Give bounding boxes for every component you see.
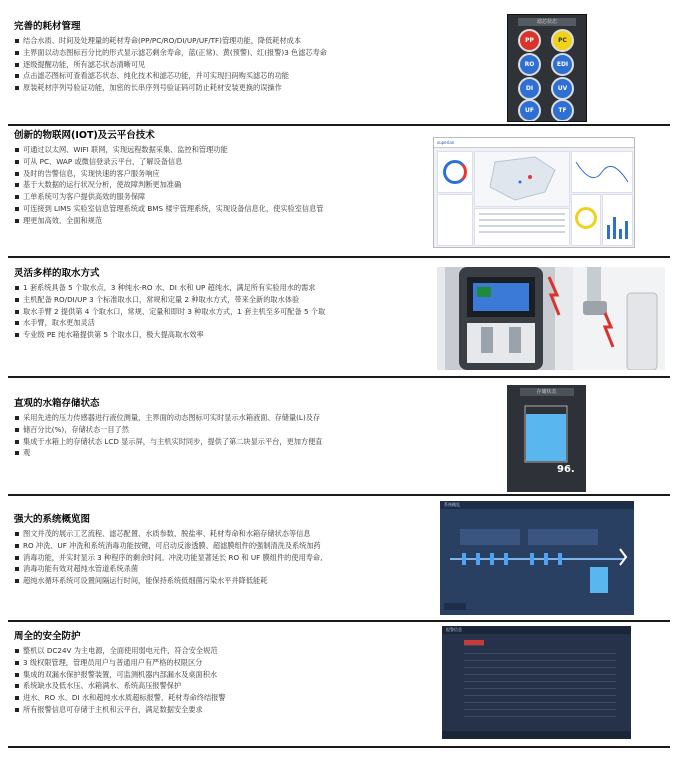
table-row [464,690,616,696]
screen-header: 滤芯状态 [518,18,576,26]
feature-item: 3 级权限管理，管理员用户与普通用户有严格的权限区分 [14,657,424,669]
feature-item: 进水、RO 水、DI 水和超纯水水质超标报警、耗材寿命终结报警 [14,692,424,704]
screen-header: 存储状态 [520,388,574,396]
feature-item: 主机配备 RO/DI/UP 3 个标准取水口，常规和定量 2 种取水方式，带来全新的取水体验 [14,294,424,306]
table-row [464,655,616,661]
feature-item: 结合水质、时间及处理量的耗材寿命(PP/PC/RO/DI/UP/UF/TF)管理功能，降低耗材成本 [14,35,424,47]
table-row [464,648,616,654]
map-shape [475,152,569,206]
feature-item: 集成的双漏水保护报警装置，可监测机器内部漏水及桌面积水 [14,669,424,681]
section-title: 完善的耗材管理 [14,21,81,32]
machine-illustration [437,267,665,370]
section-title: 周全的安全防护 [14,631,81,642]
tank-percent: 96. [557,464,575,475]
section-consumables [14,20,424,94]
feature-item: 专业级 PE 纯水箱提供第 5 个取水口，极大提高取水效率 [14,329,424,341]
feature-item: 超纯水循环系统可设置间隔运行时间，能保持系统低细菌污染水平并降低能耗 [14,575,424,587]
filter-badge-edi: EDI [551,53,574,76]
section-divider [8,494,670,496]
filter-badge-ro: RO [518,53,541,76]
section-safety [14,630,424,716]
feature-item: 逐级提醒功能，所有滤芯状态清晰可见 [14,59,424,71]
feature-item: 系统缺水及低水压、水箱满水、系统高压报警保护 [14,680,424,692]
section-iot [14,129,424,227]
section-divider [8,746,670,748]
tank-graphic [507,396,586,492]
feature-list [14,282,424,341]
system-overview-screen [440,501,634,615]
filter-badge-pc: PC [551,29,574,52]
feature-item: 采用先进的压力传感器进行液位测量，主界面的动态图标可实时显示水箱液面、存储量(L)及存 [14,412,424,424]
section-water-dispensing [14,267,424,341]
feature-item: 观 [14,447,424,459]
section-title: 直观的水箱存储状态 [14,398,100,409]
feature-item: 所有报警信息可存储于主机和云平台，满足数据安全要求 [14,704,424,716]
feature-item: 1 套系统具备 5 个取水点，3 种纯水-RO 水、DI 水和 UP 超纯水，满足所有实验用水的需求 [14,282,424,294]
section-system-overview [14,513,424,587]
chart-panel [571,151,633,193]
feature-item: 可从 PC、WAP 或微信登录云平台，了解设备信息 [14,156,424,168]
feature-item: 取水手臂 2 提供第 4 个取水口，常规、定量和即时 3 种取水方式，1 套主机至多可配备 5 个取 [14,306,424,318]
section-title: 创新的物联网(IOT)及云平台技术 [14,130,155,141]
feature-list [14,35,424,94]
filter-badge-pp: PP [518,29,541,52]
consumables-screen [507,14,587,122]
feature-item: 图文并茂的展示工艺流程、滤芯配置、水质参数、脱盐率、耗材寿命和水箱存储状态等信息 [14,528,424,540]
section-divider [8,376,670,378]
screen-title: 系统概览 [440,501,634,509]
bar-chart-icon [603,195,632,245]
iot-dashboard-screenshot [433,137,635,248]
feature-item: 主界面以动态图标百分比的形式显示滤芯剩余寿命，蓝(正常)、黄(预警)、红(报警)3 色滤芯寿命 [14,47,424,59]
feature-list [14,645,424,716]
feature-list [14,528,424,587]
gauge-panel [571,194,601,246]
alarm-tab-badge [464,640,484,646]
table-row [464,711,616,717]
tank-status-screen [507,385,586,492]
process-flow-diagram [440,509,634,615]
feature-item: 消毒功能有效对超纯水管道系统杀菌 [14,563,424,575]
filter-badge-uf: UF [518,99,541,122]
feature-item: 可通过以太网、WIFI 联网，实现远程数据采集、监控和管理功能 [14,144,424,156]
feature-item: 可连接到 LIMS 实验室信息管理系统或 BMS 楼宇管理系统，实现设备信息化，使实验室信息管 [14,203,424,215]
section-divider [8,620,670,622]
section-divider [8,256,670,258]
feature-item: 集成于水箱上的存储状态 LCD 显示屏，与主机实时同步，提供了第二块显示平台，更加方便直 [14,436,424,448]
table-row [464,662,616,668]
feature-item: 基于大数据的运行状况分析，使故障判断更加准确 [14,179,424,191]
feature-list [14,412,424,459]
filter-badge-uv: UV [551,77,574,100]
feature-item: 及时的告警信息，实现快速的客户服务响应 [14,168,424,180]
dashboard-panel [437,151,473,193]
feature-item: 理更加高效、全面和规范 [14,215,424,227]
alarm-log-screen [442,626,631,739]
stats-panel [437,194,473,246]
table-row [464,697,616,703]
section-title: 强大的系统概览图 [14,514,91,525]
screen-title: 报警信息 [442,626,631,634]
filter-badge-di: DI [518,77,541,100]
filter-badge-tf: TF [551,99,574,122]
table-panel [474,208,570,246]
line-chart-icon [572,152,632,192]
table-row [464,683,616,689]
section-title: 灵活多样的取水方式 [14,268,100,279]
feature-item: 消毒功能，并实时显示 3 种程序的剩余时间。冲洗功能显著延长 RO 和 UF 膜组件的使用寿命, [14,552,424,564]
feature-item: RO 冲洗、UF 冲洗和系统消毒功能按键，可启动反渗透膜、超滤膜组件的强制清洗及系统加药 [14,540,424,552]
footer-bar [442,731,631,739]
table-row [464,676,616,682]
section-divider [8,124,670,126]
dashboard-brand: superlan [434,138,634,148]
table-row [464,704,616,710]
feature-item: 工单系统可为客户提供高效的服务保障 [14,191,424,203]
map-panel [474,151,570,207]
feature-item: 储百分比(%)，存储状态一目了然 [14,424,424,436]
water-machine-photo [437,267,665,370]
section-tank-status [14,397,424,459]
feature-item: 整机以 DC24V 为主电源，全面使用弱电元件，符合安全规范 [14,645,424,657]
bar-panel [602,194,633,246]
feature-item: 点击滤芯图标可查看滤芯状态、纯化技术和滤芯功能，并可实现扫码购买滤芯的功能 [14,70,424,82]
feature-list [14,144,424,227]
feature-item: 水手臂，取水更加灵活 [14,317,424,329]
table-row [464,669,616,675]
feature-item: 原装耗材序列号验证功能，加密的长串序列号验证码可防止耗材安装更换的误操作 [14,82,424,94]
